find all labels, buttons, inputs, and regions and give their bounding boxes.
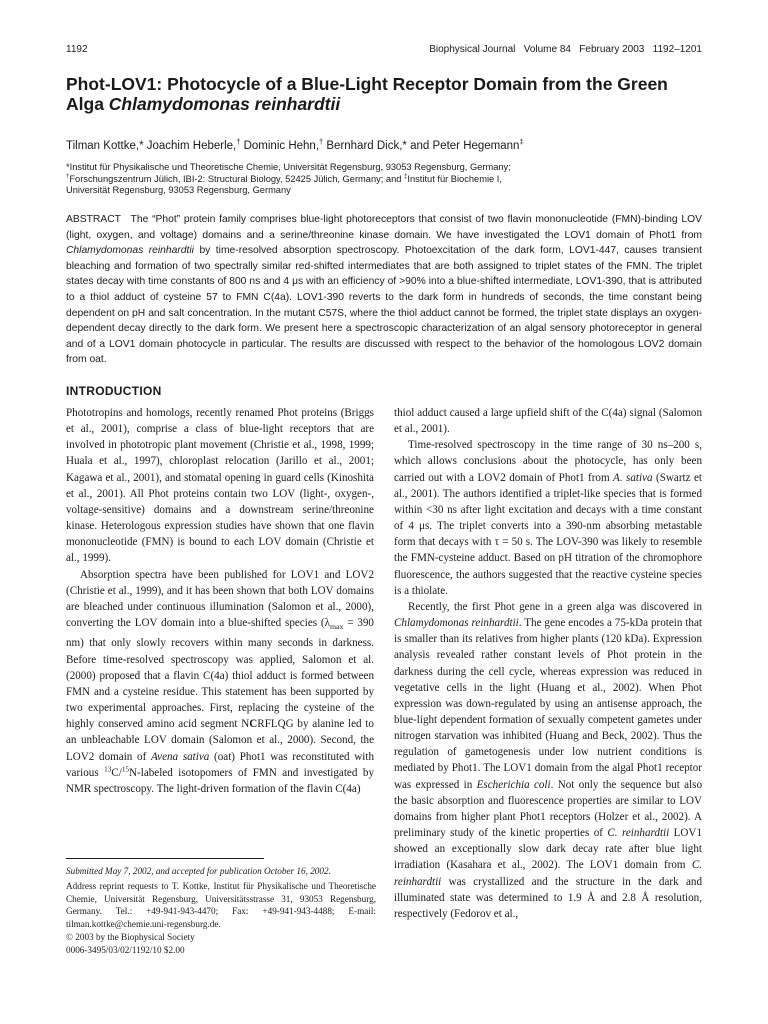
paragraph: Recently, the first Phot gene in a green alga was discovered in Chlamydomonas reinhardtii. The gene encodes a 75-kDa protein that is smaller than its relatives from higher plants (120 kDa). Expression analysis revealed rather constant levels of Phot protein in the darkness during the cell cycle, whereas expression was reduced in vegetative cells in the light (Huang et al., 2002). When Phot expression was down-regulated by using an antisense approach, the blue-light dependent formation of sexually competent gametes under nitrogen starvation was inhibited (Huang and Beck, 2002). Thus the regulation of gametogenesis under low nutrient conditions is mediated by Phot1. The LOV1 domain from the algal Phot1 receptor was expressed in Escherichia coli. Not only the sequence but also the basic absorption and fluorescence properties are similar to LOV domains from higher plant Phot1 receptors (Holzer et al., 2002). A preliminary study of the kinetic properties of C. reinhardtii LOV1 showed an exceptionally slow dark decay rate after blue light irradiation (Kasahara et al., 2002). The LOV1 domain from C. reinhardtii was crystallized and the structure in the dark and illuminated state was determined to 1.9 Å and 2.8 Å resolution, respectively (Fedorov et al., bbox=[394, 600, 703, 920]
paragraph: Phototropins and homologs, recently renamed Phot proteins (Briggs et al., 2001), comprise a class of blue-light receptors that are involved in phototropic plant movement (Christie et al., 1998, 1999; Huala et al., 1997), chloroplast relocation (Jarillo et al., 2001; Kagawa et al., 2001), and stomatal opening in guard cells (Kinoshita et al., 2001). All Phot proteins contain two LOV (light-, oxygen-, voltage-sensitive) domains and a downstream serine/threonine kinase. Heterologous expression studies have shown that one flavin mononucleotide (FMN) is bound to each LOV domain (Christie et al., 1999). bbox=[66, 407, 374, 565]
paragraph: thiol adduct caused a large upfield shift of the C(4a) signal (Salomon et al., 2001). bbox=[394, 407, 702, 436]
affiliation-line: Universität Regensburg, 93053 Regensburg, Germany bbox=[66, 185, 291, 196]
issn-price: 0006-3495/03/02/1192/10 $2.00 bbox=[66, 944, 185, 955]
author-list bbox=[66, 137, 524, 152]
author-heberle: Joachim Heberle,† bbox=[146, 137, 241, 152]
submission-dates: Submitted May 7, 2002, and accepted for publication October 16, 2002. bbox=[66, 866, 331, 876]
author-hehn: Dominic Hehn,† bbox=[243, 137, 324, 152]
page-number: 1192 bbox=[66, 44, 88, 55]
footnote-divider bbox=[66, 858, 264, 859]
author-hegemann: and Peter Hegemann‡ bbox=[410, 137, 524, 152]
article-title bbox=[66, 74, 708, 114]
title-species: Chlamydomonas reinhardtii bbox=[108, 94, 341, 114]
section-heading: INTRODUCTION bbox=[66, 384, 162, 398]
affiliation-line: †Forschungszentrum Jülich, IBI-2: Structural Biology, 52425 Jülich, Germany; and ‡Institut für Biochemie I, bbox=[66, 173, 502, 184]
text-column-right bbox=[394, 405, 702, 922]
title-text: Phot-LOV1: Photocycle of a Blue-Light Receptor Domain from the Green Alga bbox=[66, 74, 668, 114]
paragraph: Time-resolved spectroscopy in the time range of 30 ns–200 s, which allows conclusions about the photocycle, has only been carried out with a LOV2 domain of Phot1 from A. sativa (Swartz et al., 2001). The authors identified a triplet-like species that is formed within <30 ns after light excitation and decays with a time constant of 4 μs. The triplet converts into a 390-nm absorbing metastable form that decays with τ = 50 s. The LOV-390 was likely to resemble the FMN-cysteine adduct. Based on pH titration of the chromophore fluorescence, the authors suggested that the reactive cysteine species is a thiolate. bbox=[394, 439, 702, 597]
abstract-label: ABSTRACT bbox=[66, 214, 121, 225]
copyright: © 2003 by the Biophysical Society bbox=[66, 931, 195, 942]
journal-citation: Biophysical Journal Volume 84 February 2003 1192–1201 bbox=[429, 44, 702, 55]
abstract: ABSTRACT The “Phot” protein family comprises blue-light photoreceptors that consist of two flavin mononucleotide (FMN)-binding LOV (light, oxygen, and voltage) domains and a serine/threonine kinase domain. We have investigated the LOV1 domain of Phot1 from Chlamydomonas reinhardtii by time-resolved absorption spectroscopy. Photoexcitation of the dark form, LOV1-447, causes transient bleaching and formation of two spectrally similar red-shifted intermediates that are both assigned to triplet states of the FMN. The triplet states decay with time constants of 800 ns and 4 μs with an efficiency of >90% into a blue-shifted intermediate, LOV1-390, that is attributed to a thiol adduct of cysteine 57 to FMN C(4a). LOV1-390 reverts to the dark form in hundreds of seconds, the time constant being dependent on pH and salt concentration. In the mutant C57S, where the thiol adduct cannot be formed, the triplet state displays an oxygen-dependent decay directly to the dark form. We present here a spectroscopic characterization of an algal sensory photoreceptor in general and of a LOV1 domain photocycle in particular. The results are discussed with respect to the behavior of the homologous LOV2 domain from oat. bbox=[66, 214, 702, 366]
author-dick: Bernhard Dick,* bbox=[326, 140, 407, 152]
footnote bbox=[66, 865, 376, 957]
correspondence-address: Address reprint requests to T. Kottke, Institut für Physikalische und Theoretische Chemie, Universität Regensburg, Universitätsstrasse 31, 93053 Regensburg, Germany. Tel.: +49-941-943-4470; Fax: +49-941-943-4488; E-mail: tilman.kottke@chemie.uni-regensburg.de. bbox=[66, 880, 376, 930]
affiliations bbox=[66, 162, 702, 197]
affiliation-line: *Institut für Physikalische und Theoretische Chemie, Universität Regensburg, 93053 Regensburg, Germany; bbox=[66, 162, 511, 172]
author-kottke: Tilman Kottke,* bbox=[66, 140, 144, 152]
text-column-left bbox=[66, 405, 374, 797]
paragraph: Absorption spectra have been published for LOV1 and LOV2 (Christie et al., 1999), and it has been shown that both LOV domains are bleached under continuous illumination (Salomon et al., 2000), converting the LOV domain into a blue-shifted species ($\lambda_{max} = 390$ nm) that only slowly recovers within many seconds in darkness. Before time-resolved spectroscopy was applied, Salomon et al. (2000) proposed that a flavin C(4a) thiol adduct is formed between FMN and a cysteine residue. This statement has been supported by two experimental approaches. First, replacing the cysteine of the highly conserved amino acid segment NCRFLQG by alanine led to an unbleachable LOV domain (Salomon et al., 2000). Second, the LOV2 domain of Avena sativa (oat) Phot1 was reconstituted with various $^{13}$C/$^{15}$N-labeled isotopomers of FMN and investigated by NMR spectroscopy. The light-driven formation of the flavin C(4a) bbox=[66, 568, 374, 795]
